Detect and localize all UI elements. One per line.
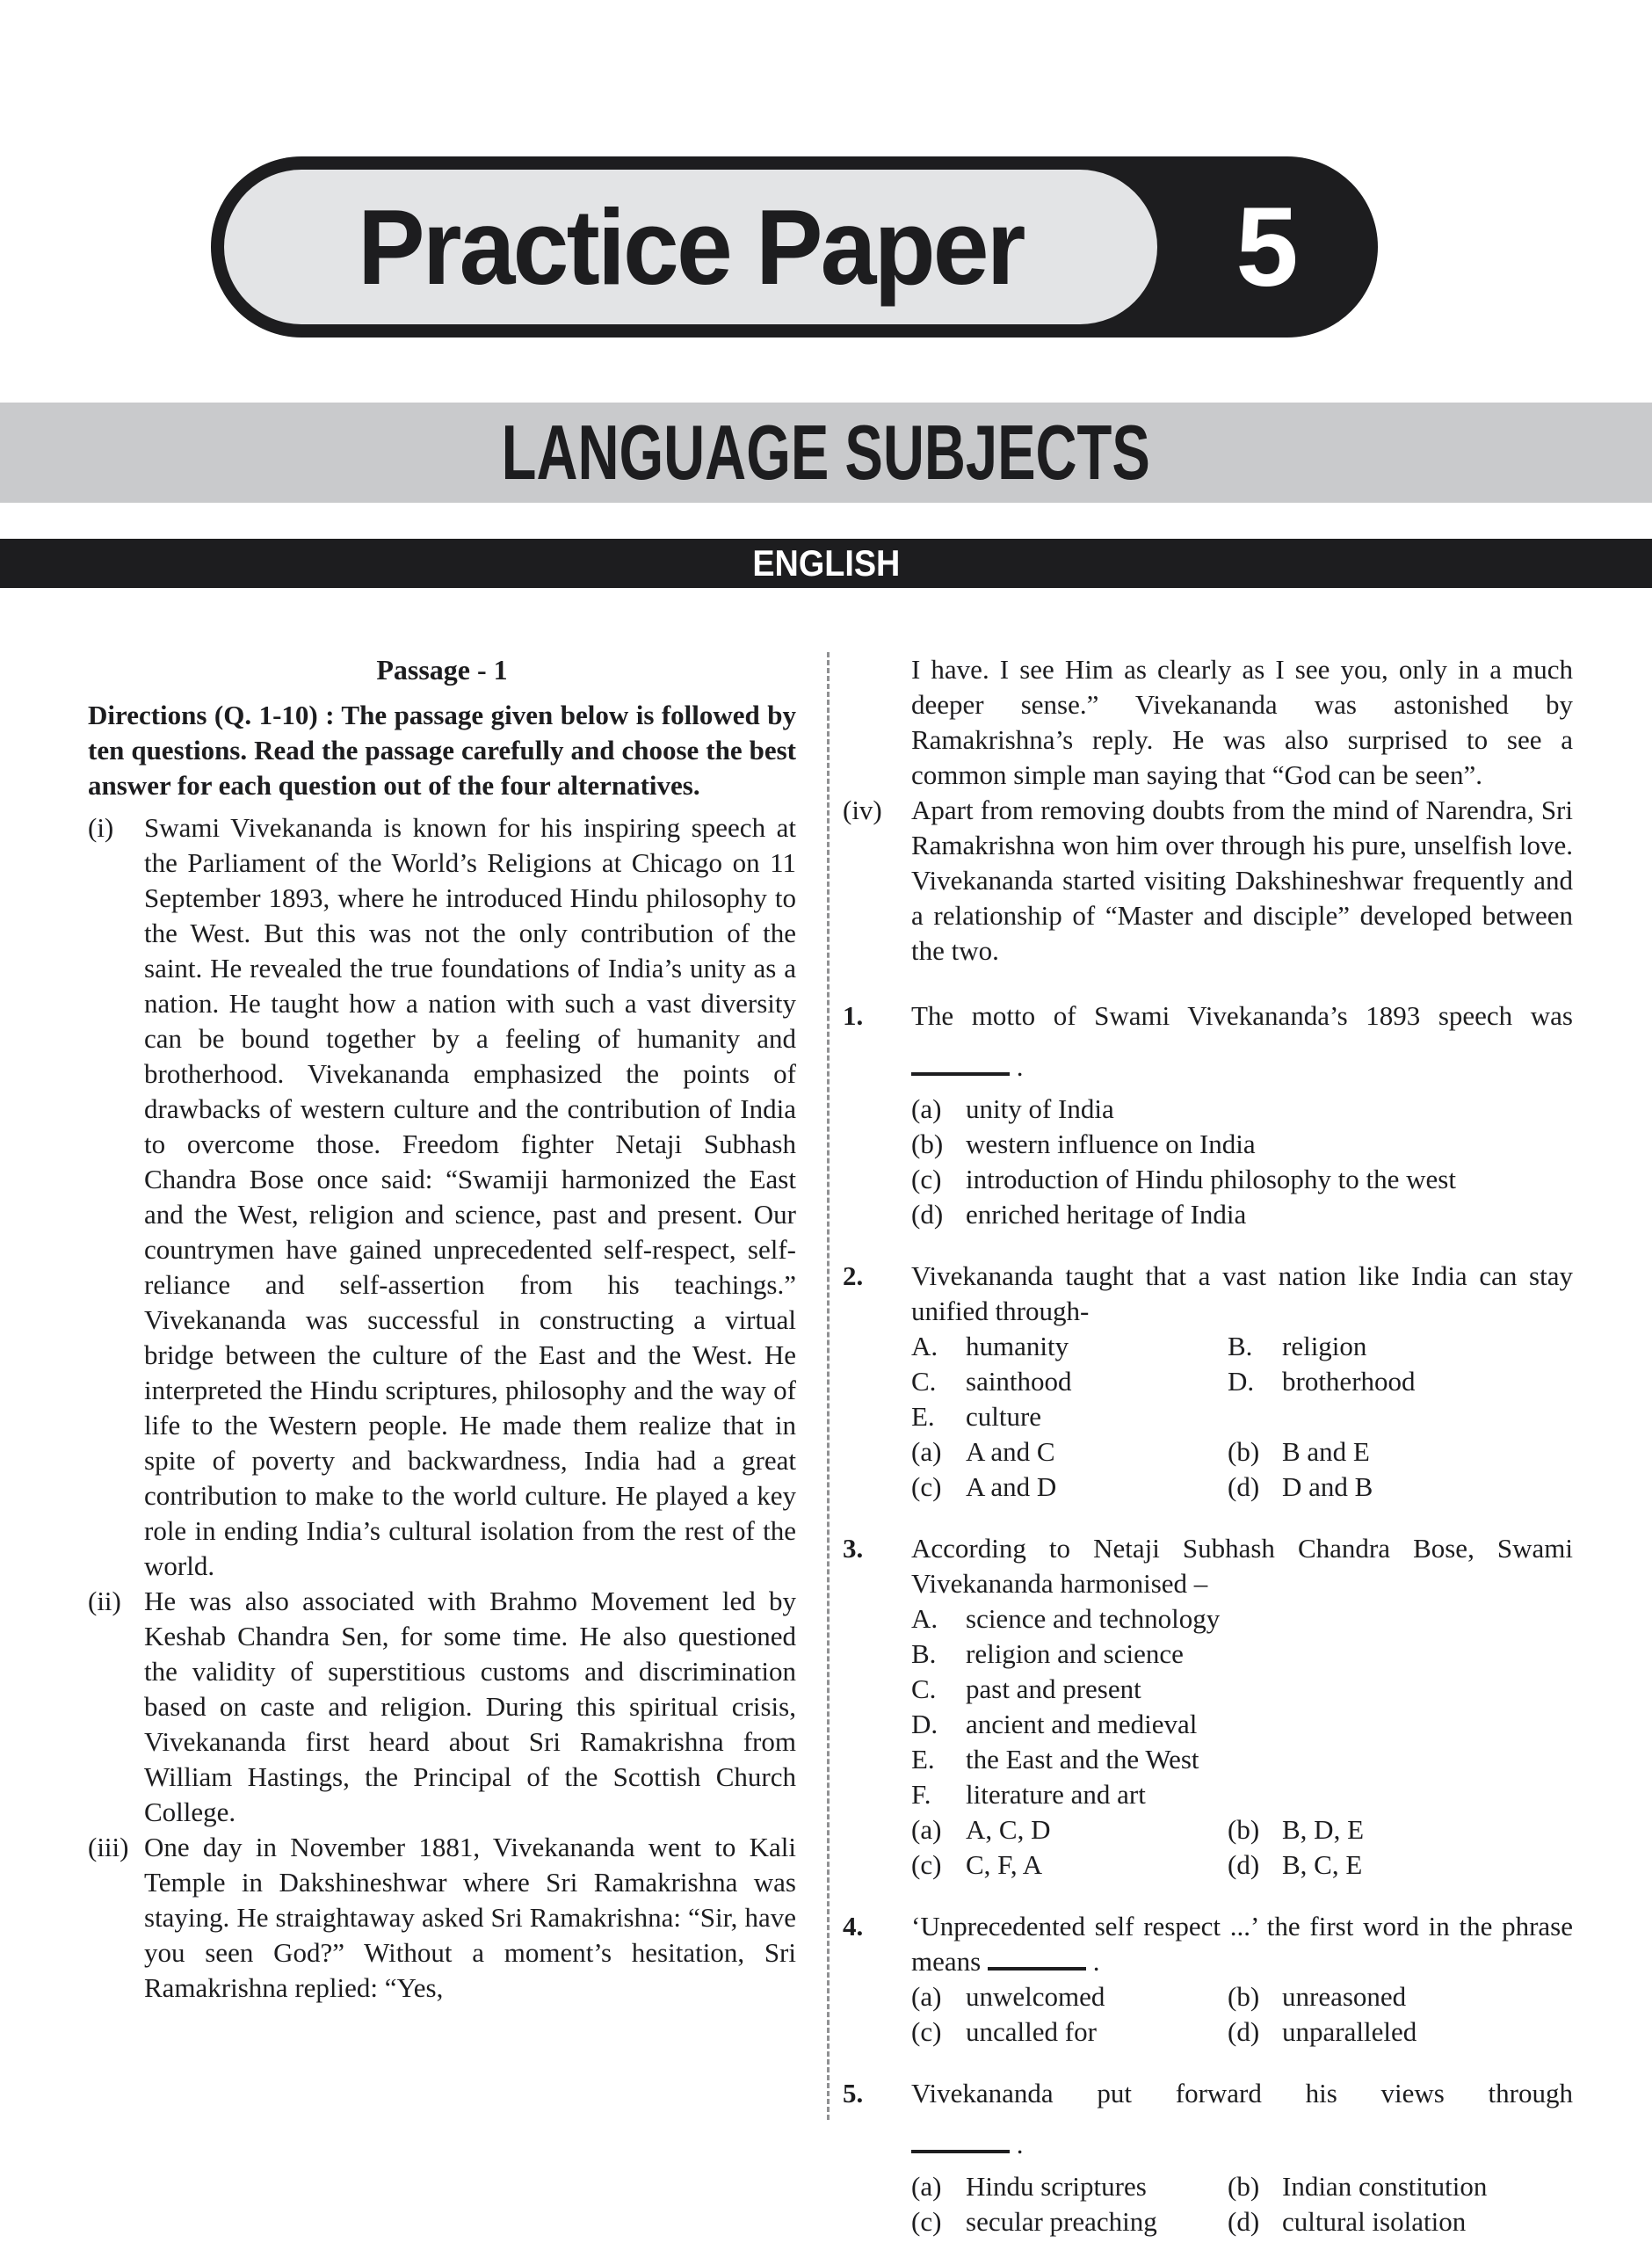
option-text: cultural isolation [1282,2206,1467,2237]
option-item [911,1127,1573,1162]
option-text: B, C, E [1282,1849,1363,1880]
option-text: A and C [966,1436,1055,1467]
statement-list [911,1329,1573,1434]
passage-paragraph-i [88,810,796,1584]
question-text: Vivekananda taught that a vast nation like India can stay unified through- [911,1260,1573,1326]
passage-paragraph-ii [88,1584,796,1830]
list-label: E. [911,1401,935,1432]
option-text: A and D [966,1471,1057,1502]
option-list [911,1434,1573,1505]
option-item [911,1197,1573,1232]
paragraph-text: One day in November 1881, Vivekananda went to Kali Temple in Dakshineshwar where Sri Ramakrishna was staying. He straightaway asked Sri Ramakrishna: “Sir, have you seen God?” Without a moment’s hesitation, Sri Ramakrishna replied: “Yes, [144,1832,796,2003]
option-list [911,1812,1573,1883]
column-divider [827,652,830,2120]
option-label: (d) [911,1199,944,1230]
option-text: A, C, D [966,1814,1051,1845]
list-text: science and technology [966,1603,1221,1634]
paragraph-text: I have. I see Him as clearly as I see you, only in a much deeper sense.” Vivekananda was astonished by Ramakrishna’s reply. He was also surprised to see a common simple man saying that “God can be seen”. [911,654,1573,790]
list-label: D. [911,1709,938,1739]
list-label: A. [911,1331,938,1361]
option-item [1228,2014,1573,2050]
left-column [88,652,796,2006]
option-list [911,2169,1573,2239]
option-item [1228,1812,1573,1847]
list-text: religion [1282,1331,1367,1361]
list-text: culture [966,1401,1042,1432]
option-item [1228,2204,1573,2239]
list-text: ancient and medieval [966,1709,1198,1739]
question-number: 1. [843,1000,864,1031]
question-3 [843,1531,1573,1883]
right-column [843,652,1573,2239]
option-item [1228,2169,1573,2204]
list-label: B. [1228,1331,1253,1361]
question-number: 3. [843,1533,864,1564]
passage-continuation [843,652,1573,793]
passage-title: Passage - 1 [376,654,508,686]
paragraph-label: (iii) [88,1832,129,1862]
paragraph-text: He was also associated with Brahmo Movement led by Keshab Chandra Sen, for some time. He also questioned the validity of superstitious customs and discrimination based on caste and religion. During this spiritual crisis, Vivekananda first heard about Sri Ramakrishna from William Hastings, the Principal of the Scottish Church College. [144,1586,796,1827]
option-label: (b) [1228,1436,1260,1467]
list-item [911,1399,1228,1434]
paragraph-text: Apart from removing doubts from the mind of Narendra, Sri Ramakrishna won him over through his pure, unselfish love. Vivekananda started visiting Dakshineshwar frequently and a relationship of “Master and disciple” developed between the two. [911,795,1573,966]
paragraph-label: (ii) [88,1586,121,1616]
option-label: (a) [911,2171,942,2202]
list-label: C. [911,1673,937,1704]
option-text: B and E [1282,1436,1370,1467]
badge-title: Practice Paper [358,187,1024,307]
option-label: (c) [911,2016,942,2047]
option-label: (b) [1228,1814,1260,1845]
option-text: introduction of Hindu philosophy to the west [966,1164,1456,1194]
option-label: (a) [911,1981,942,2012]
list-item [911,1364,1228,1399]
option-label: (d) [1228,2016,1260,2047]
list-item [911,1637,1573,1672]
option-label: (a) [911,1814,942,1845]
option-label: (b) [911,1129,944,1159]
practice-paper-badge [211,156,1378,338]
option-item [911,1470,1228,1505]
answer-blank [911,2150,1010,2153]
list-text: religion and science [966,1638,1184,1669]
option-item [1228,1434,1573,1470]
question-number: 2. [843,1260,864,1291]
option-text: enriched heritage of India [966,1199,1247,1230]
question-number: 4. [843,1911,864,1942]
answer-blank [988,1967,1086,1971]
option-item [911,2169,1228,2204]
passage-paragraph-iv [843,793,1573,969]
list-text: humanity [966,1331,1069,1361]
option-label: (c) [911,1849,942,1880]
passage-paragraph-iii [88,1830,796,2006]
list-text: literature and art [966,1779,1146,1810]
list-text: sainthood [966,1366,1072,1397]
option-label: (b) [1228,2171,1260,2202]
directions: Directions (Q. 1-10) : The passage given below is followed by ten questions. Read the passage carefully and choose the best answer for each question out of the four alternatives. [88,700,796,801]
option-label: (d) [1228,1471,1260,1502]
badge-number: 5 [1235,184,1299,310]
list-item [1228,1364,1573,1399]
list-item [1228,1329,1573,1364]
option-item [1228,1847,1573,1883]
list-text: past and present [966,1673,1141,1704]
blank-period: . [1010,2129,1024,2159]
option-list [911,1092,1573,1232]
list-label: D. [1228,1366,1255,1397]
option-text: uncalled for [966,2016,1097,2047]
list-item [911,1742,1573,1777]
option-text: C, F, A [966,1849,1043,1880]
list-item [911,1601,1573,1637]
subject-banner [0,539,1652,588]
list-label: E. [911,1744,935,1775]
list-label: C. [911,1366,937,1397]
list-item [911,1777,1573,1812]
option-list [911,1979,1573,2050]
option-text: Hindu scriptures [966,2171,1147,2202]
list-item [911,1329,1228,1364]
list-label: B. [911,1638,937,1669]
option-text: Indian constitution [1282,2171,1488,2202]
paragraph-label: (i) [88,812,114,843]
option-label: (d) [1228,1849,1260,1880]
option-item [911,2014,1228,2050]
question-text: The motto of Swami Vivekananda’s 1893 speech was [911,1000,1573,1031]
question-number: 5. [843,2078,864,2108]
list-item [911,1707,1573,1742]
option-item [911,1434,1228,1470]
list-text: brotherhood [1282,1366,1416,1397]
option-label: (a) [911,1093,942,1124]
blank-line [911,2127,1573,2162]
option-text: B, D, E [1282,1814,1364,1845]
list-item [911,1672,1573,1707]
question-2 [843,1259,1573,1505]
option-item [911,1812,1228,1847]
statement-list [911,1601,1573,1812]
option-item [911,1979,1228,2014]
option-text: D and B [1282,1471,1373,1502]
option-text: unreasoned [1282,1981,1407,2012]
option-text: secular preaching [966,2206,1157,2237]
option-label: (d) [1228,2206,1260,2237]
option-label: (b) [1228,1981,1260,2012]
question-text-body: ‘Unprecedented self respect ...’ the first word in the phrase means [911,1911,1573,1977]
option-text: western influence on India [966,1129,1256,1159]
option-item [911,2204,1228,2239]
option-text: unity of India [966,1093,1114,1124]
option-label: (c) [911,1471,942,1502]
list-label: A. [911,1603,938,1634]
option-item [911,1092,1573,1127]
badge-title-pill [224,170,1157,324]
paragraph-label: (iv) [843,795,882,825]
option-item [911,1847,1228,1883]
subject-title: ENGLISH [751,542,901,584]
paragraph-text: Swami Vivekananda is known for his inspiring speech at the Parliament of the World’s Religions at Chicago on 11 September 1893, where he introduced Hindu philosophy to the West. But this was not the only contribution of the saint. He revealed the true foundations of India’s unity as a nation. He taught how a nation with such a vast diversity can be bound together by a feeling of humanity and brotherhood. Vivekananda emphasized the points of drawbacks of western culture and the contribution of India to overcome those. Freedom fighter Netaji Subhash Chandra Bose once said: “Swamiji harmonized the East and the West, religion and science, past and present. Our countrymen have gained unprecedented self-respect, self-reliance and self-assertion from his teachings.” Vivekananda was successful in constructing a virtual bridge between the culture of the East and the West. He interpreted the Hindu scriptures, philosophy and the way of life to the Western people. He made them realize that in spite of poverty and backwardness, India had a great contribution to make to the world culture. He played a key role in ending India’s cultural isolation from the rest of the world. [144,812,796,1581]
option-label: (c) [911,2206,942,2237]
option-label: (a) [911,1436,942,1467]
question-4 [843,1909,1573,2050]
option-label: (c) [911,1164,942,1194]
option-item [911,1162,1573,1197]
blank-line [911,1049,1573,1085]
question-text [911,1909,1573,1979]
option-text: unparalleled [1282,2016,1417,2047]
blank-period: . [1085,1946,1100,1977]
option-item [1228,1979,1573,2014]
answer-blank [911,1072,1010,1076]
page-body [88,652,1573,2239]
option-item [1228,1470,1573,1505]
question-5 [843,2076,1573,2239]
question-text: According to Netaji Subhash Chandra Bose, Swami Vivekananda harmonised – [911,1533,1573,1599]
list-label: F. [911,1779,931,1810]
option-text: unwelcomed [966,1981,1105,2012]
section-title: LANGUAGE SUBJECTS [501,409,1151,496]
list-text: the East and the West [966,1744,1199,1775]
question-1 [843,998,1573,1232]
section-banner [0,403,1652,503]
question-text: Vivekananda put forward his views through [911,2078,1573,2108]
blank-period: . [1010,1051,1024,1082]
